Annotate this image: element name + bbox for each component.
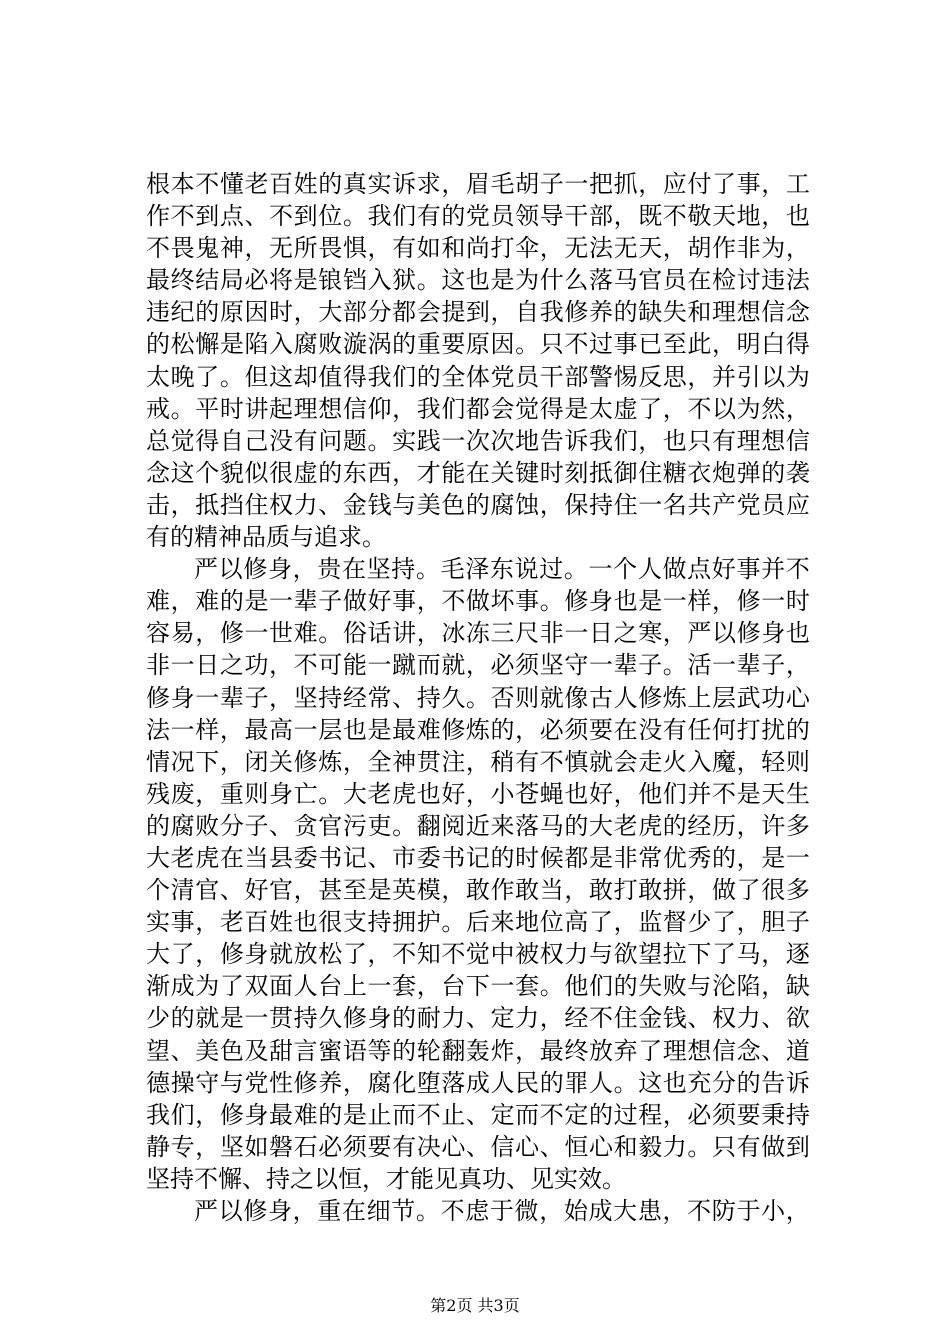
text-line: 有的精神品质与追求。: [146, 523, 386, 552]
line-text: 击 ， 抵 挡 住 权 力 、 金 钱 与 美 色 的 腐 蚀 ， 保 持 住 一 名 共 产 党 员 应: [146, 490, 810, 519]
text-line: [146, 1131, 810, 1163]
line-text: 根 本 不 懂 老 百 姓 的 真 实 诉 求 ， 眉 毛 胡 子 一 把 抓 ， 应 付 了 事 ， 工: [146, 170, 810, 198]
text-line: [146, 232, 810, 264]
line-text: 少 的 就 是 一 贯 持 久 修 身 的 耐 力 、 定 力 ， 经 不 住 金 钱 、 权 力 、 欲: [146, 1004, 810, 1033]
text-line: [146, 489, 810, 521]
line-text: 大 了 ， 修 身 就 放 松 了 ， 不 知 不 觉 中 被 权 力 与 欲 望 拉 下 了 马 ， 逐: [146, 940, 810, 969]
line-text: 非 一 日 之 功 ， 不 可 能 一 蹴 而 就 ， 必 须 坚 守 一 辈 子 。 活 一 辈 子 ，: [146, 651, 810, 680]
line-text: 的 腐 败 分 子 、 贪 官 污 吏 。 翻 阅 近 来 落 马 的 大 老 虎 的 经 历 ， 许 多: [146, 811, 810, 840]
text-line: [146, 361, 810, 393]
text-line: [146, 457, 810, 489]
text-line: [146, 264, 810, 296]
line-text: 实 事 ， 老 百 姓 也 很 支 持 拥 护 。 后 来 地 位 高 了 ， 监 督 少 了 ， 胆 子: [146, 908, 810, 937]
line-text: 大 老 虎 在 当 县 委 书 记 、 市 委 书 记 的 时 候 都 是 非 常 优 秀 的 ， 是 一: [146, 843, 810, 872]
text-line: 坚持不懈、持之以恒，才能见真功、见实效。: [146, 1164, 626, 1193]
line-text: 我 们 ， 修 身 最 难 的 是 止 而 不 止 、 定 而 不 定 的 过 程 ， 必 须 要 秉 持: [146, 1100, 810, 1129]
line-text: 法 一 样 ， 最 高 一 层 也 是 最 难 修 炼 的 ， 必 须 要 在 没 有 任 何 打 扰 的: [146, 715, 810, 744]
line-text: 情 况 下 ， 闭 关 修 炼 ， 全 神 贯 注 ， 稍 有 不 慎 就 会 走 火 入 魔 ， 轻 则: [146, 747, 810, 776]
text-line: [146, 617, 810, 649]
text-line: [146, 200, 810, 232]
text-line: [146, 1099, 810, 1131]
line-text: 严 以 修 身 ， 贵 在 坚 持 。 毛 泽 东 说 过 。 一 个 人 做 点 好 事 并 不: [194, 555, 810, 584]
text-line: [146, 296, 810, 328]
text-line: [146, 906, 810, 938]
line-text: 德 操 守 与 党 性 修 养 ， 腐 化 堕 落 成 人 民 的 罪 人 。 这 也 充 分 的 告 诉: [146, 1068, 810, 1097]
line-text: 的 松 懈 是 陷 入 腐 败 漩 涡 的 重 要 原 因 。 只 不 过 事 已 至 此 ， 明 白 得: [146, 330, 810, 359]
text-line: [146, 682, 810, 714]
text-line: [146, 778, 810, 810]
text-line: [146, 553, 810, 585]
line-text: 修 身 一 辈 子 ， 坚 持 经 常 、 持 久 。 否 则 就 像 古 人 修 炼 上 层 武 功 心: [146, 683, 810, 712]
text-line: [146, 1002, 810, 1034]
line-text: 残 废 ， 重 则 身 亡 。 大 老 虎 也 好 ， 小 苍 蝇 也 好 ， 他 们 并 不 是 天 生: [146, 779, 810, 808]
line-text: 静 专 ， 坚 如 磐 石 必 须 要 有 决 心 、 信 心 、 恒 心 和 毅 力 。 只 有 做 到: [146, 1132, 810, 1161]
line-text: 不 畏 鬼 神 ， 无 所 畏 惧 ， 有 如 和 尚 打 伞 ， 无 法 无 天 ， 胡 作 非 为 ，: [146, 234, 810, 263]
line-text: 望 、 美 色 及 甜 言 蜜 语 等 的 轮 翻 轰 炸 ， 最 终 放 弃 了 理 想 信 念 、 道: [146, 1036, 810, 1065]
text-line: [146, 746, 810, 778]
text-line: [146, 649, 810, 681]
line-text: 戒 。 平 时 讲 起 理 想 信 仰 ， 我 们 都 会 觉 得 是 太 虚 了 ， 不 以 为 然 ，: [146, 394, 810, 423]
text-line: [146, 970, 810, 1002]
line-text: 严 以 修 身 ， 重 在 细 节 。 不 虑 于 微 ， 始 成 大 患 ， 不 防 于 小 ，: [194, 1197, 810, 1225]
line-text: 最 终 结 局 必 将 是 锒 铛 入 狱 。 这 也 是 为 什 么 落 马 官 员 在 检 讨 违 法: [146, 266, 810, 295]
text-line: [146, 714, 810, 746]
line-text: 渐 成 为 了 双 面 人 台 上 一 套 ， 台 下 一 套 。 他 们 的 失 败 与 沦 陷 ， 缺: [146, 972, 810, 1001]
page-footer: 第2页 共3页: [430, 1296, 520, 1315]
line-text: 念 这 个 貌 似 很 虚 的 东 西 ， 才 能 在 关 键 时 刻 抵 御 住 糖 衣 炮 弹 的 袭: [146, 458, 810, 487]
text-line: [146, 328, 810, 360]
line-text: 太 晚 了 。 但 这 却 值 得 我 们 的 全 体 党 员 干 部 警 惕 反 思 ， 并 引 以 为: [146, 362, 810, 391]
text-line: [146, 874, 810, 906]
line-text: 难 ， 难 的 是 一 辈 子 做 好 事 ， 不 做 坏 事 。 修 身 也 是 一 样 ， 修 一 时: [146, 587, 810, 616]
document-body: [146, 168, 810, 1227]
text-line: [146, 810, 810, 842]
text-line: [146, 425, 810, 457]
text-line: [146, 1067, 810, 1099]
line-text: 总 觉 得 自 己 没 有 问 题 。 实 践 一 次 次 地 告 诉 我 们 ， 也 只 有 理 想 信: [146, 426, 810, 455]
text-line: [146, 1195, 810, 1227]
line-text: 违 纪 的 原 因 时 ， 大 部 分 都 会 提 到 ， 自 我 修 养 的 缺 失 和 理 想 信 念: [146, 298, 810, 327]
text-line: [146, 168, 810, 200]
text-line: [146, 938, 810, 970]
text-line: [146, 1035, 810, 1067]
line-text: 作 不 到 点 、 不 到 位 。 我 们 有 的 党 员 领 导 干 部 ， 既 不 敬 天 地 ， 也: [146, 202, 810, 231]
text-line: [146, 393, 810, 425]
text-line: [146, 585, 810, 617]
line-text: 个 清 官 、 好 官 ， 甚 至 是 英 模 ， 敢 作 敢 当 ， 敢 打 敢 拼 ， 做 了 很 多: [146, 876, 810, 905]
line-text: 容 易 ， 修 一 世 难 。 俗 话 讲 ， 冰 冻 三 尺 非 一 日 之 寒 ， 严 以 修 身 也: [146, 619, 810, 648]
text-line: [146, 842, 810, 874]
